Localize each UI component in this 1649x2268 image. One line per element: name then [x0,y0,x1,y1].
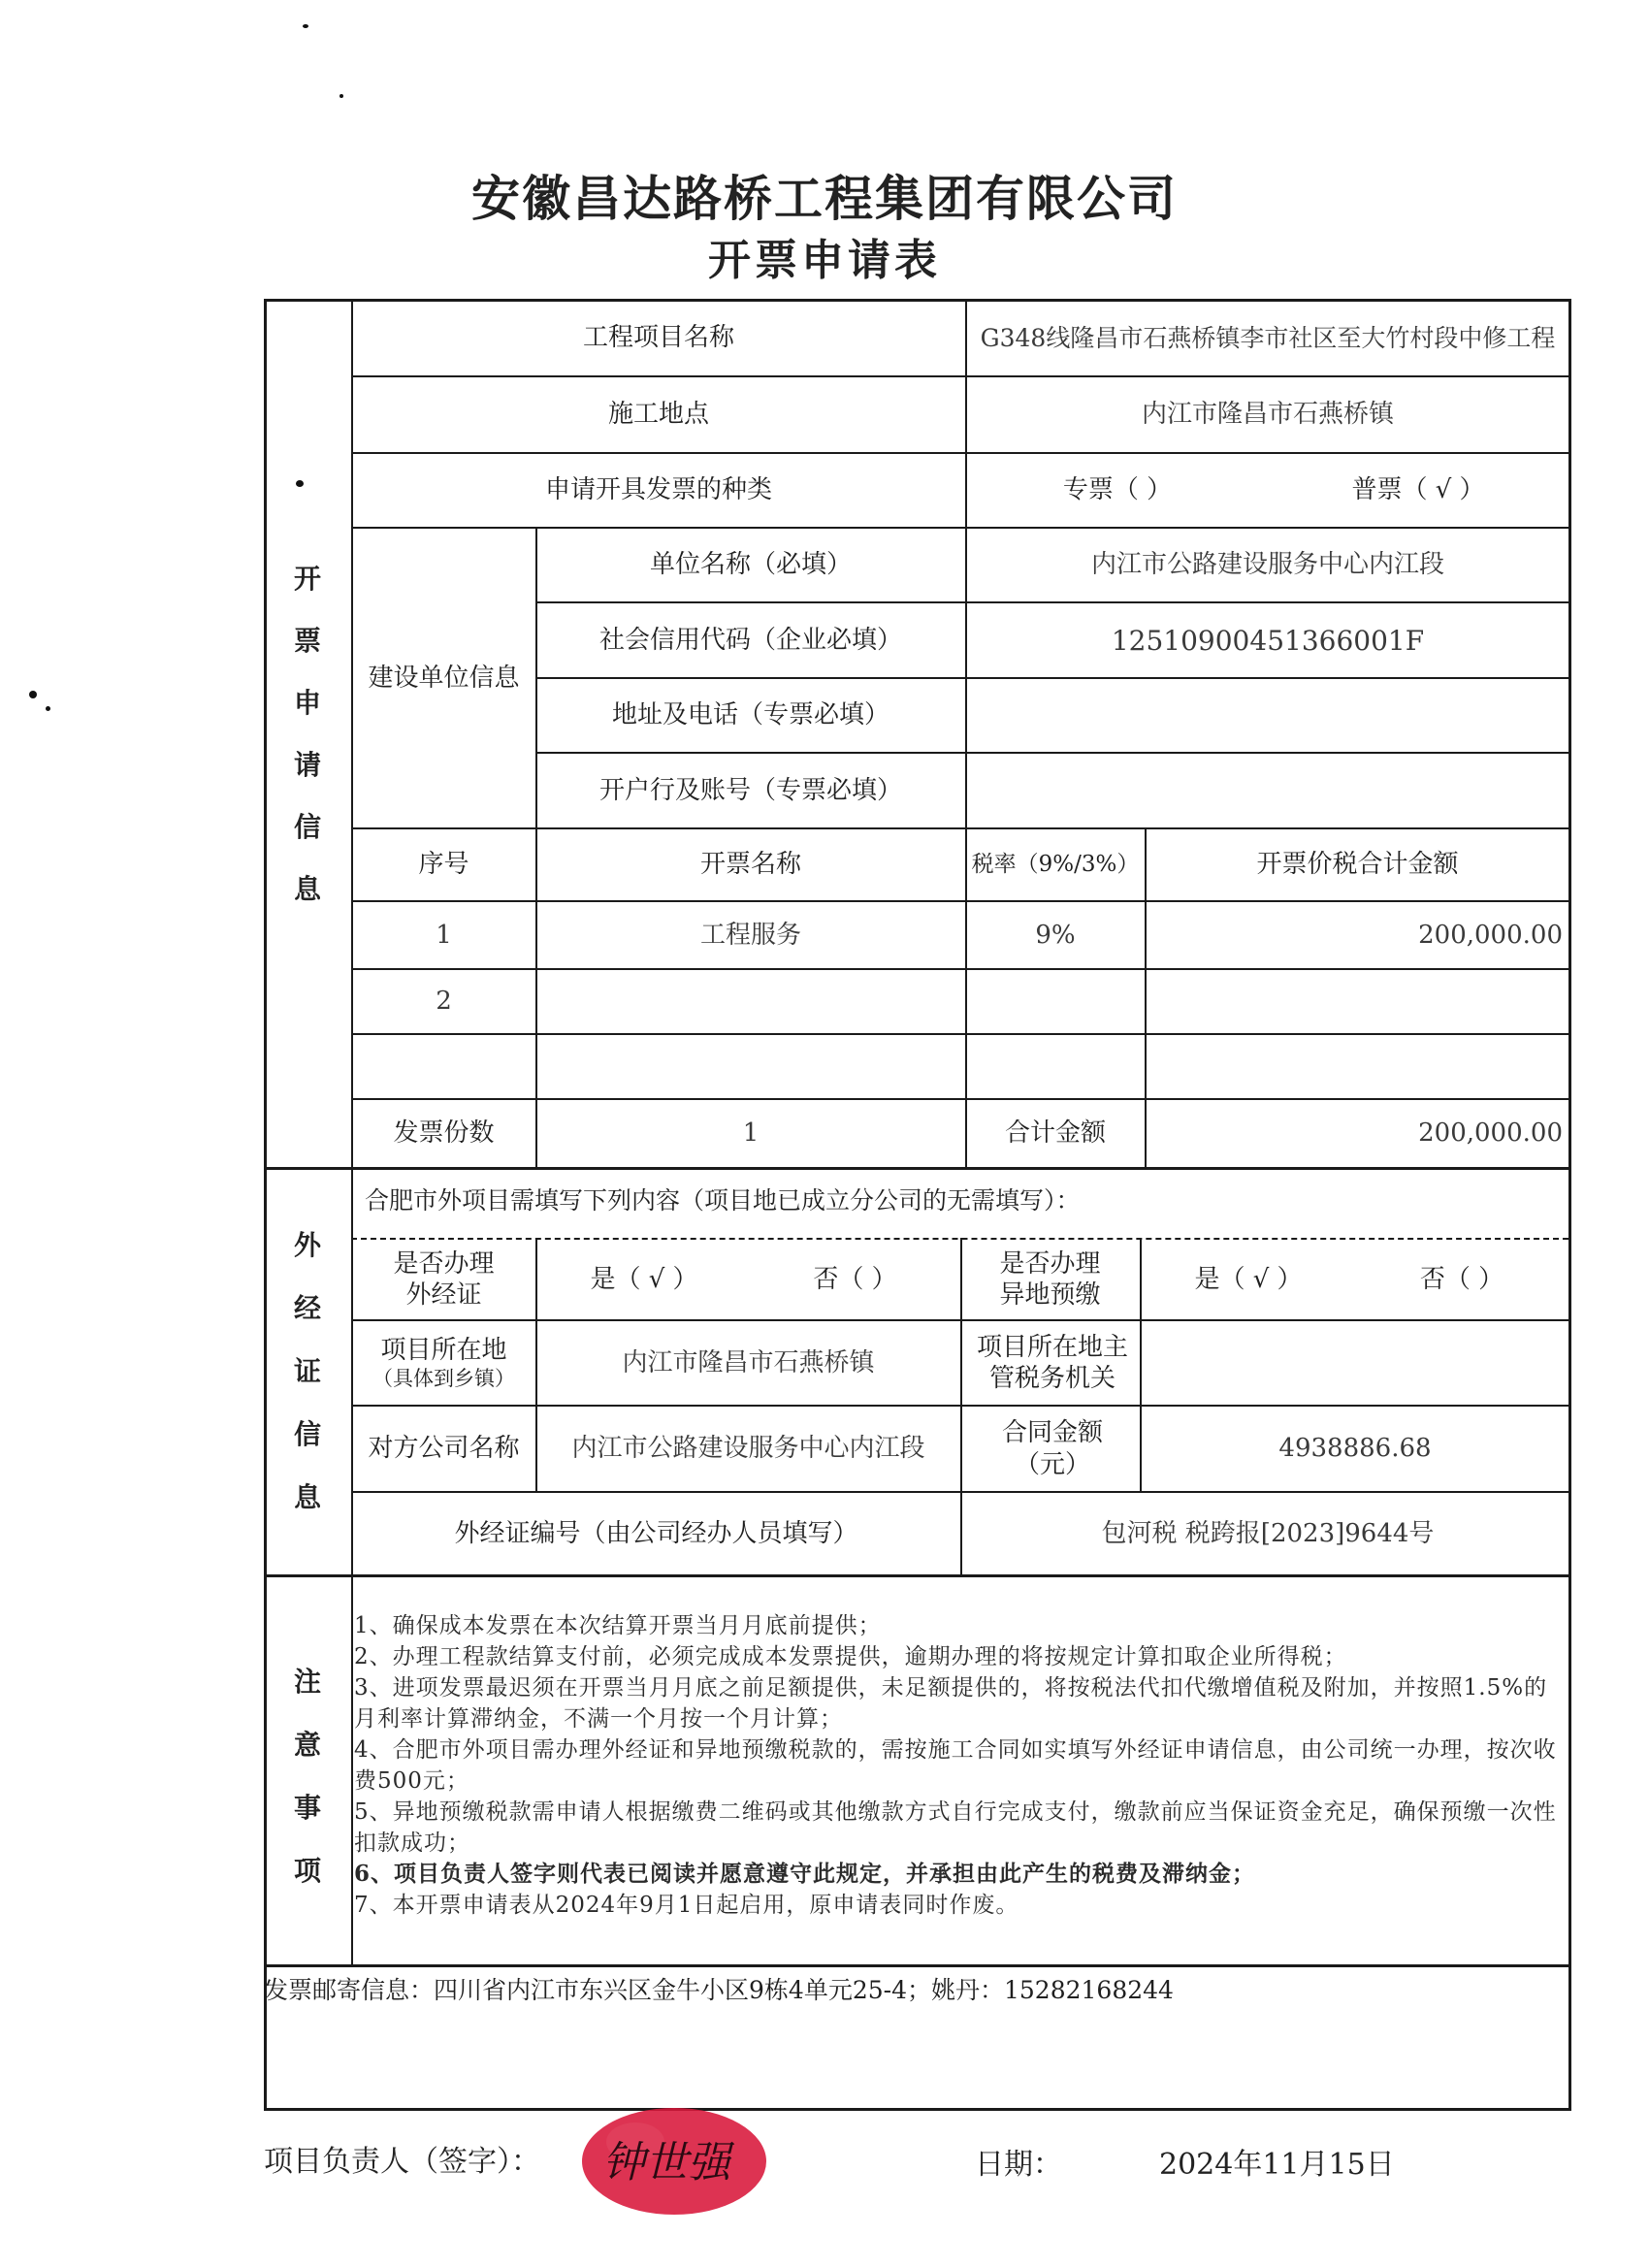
section-label-notes: 注 意 事 项 [293,1666,321,1887]
note-item: 3、进项发票最迟须在开票当月月底之前足额提供，未足额提供的，将按税法代扣代缴增值税及附加，并按照1.5%的月利率计算滞纳金，不满一个月按一个月计算； [354,1675,1548,1732]
scan-speck [303,24,308,28]
address-value [967,679,1568,752]
note-item: 2、办理工程款结算支付前，必须完成成本发票提供，逾期办理的将按规定计算扣取企业所得税； [354,1644,1347,1669]
credit-code-value: 12510900451366001F [1111,624,1425,657]
table-row-3-no [353,1035,534,1098]
project-name-value: G348线隆昌市石燕桥镇李市社区至大竹村段中修工程 [980,323,1556,352]
general-invoice-option: 普票（ √ ） [1351,475,1485,505]
table-row-1-no: 1 [436,920,452,950]
table-row-1-name: 工程服务 [699,920,801,950]
date-value: 2024年11月15日 [1159,2148,1395,2182]
table-row-1-amount: 200,000.00 [1418,920,1563,950]
outbound-instruction: 合肥市外项目需填写下列内容（项目地已成立分公司的无需填写）： [365,1186,1081,1215]
signature-label: 项目负责人（签字）： [264,2145,540,2179]
section-label-invoice-info: 开 票 申 请 信 息 [293,563,321,905]
date-label: 日期： [975,2148,1062,2182]
cert-number-label: 外经证编号（由公司经办人员填写） [454,1518,858,1548]
prepay-question-label: 是否办理异地预缴 [999,1248,1101,1310]
address-label: 地址及电话（专票必填） [611,700,889,730]
cert-no-option: 否（ ） [813,1264,897,1294]
table-row-2-no: 2 [436,987,452,1017]
unit-name-value: 内江市公路建设服务中心内江段 [1090,550,1444,580]
special-invoice-option: 专票（ ） [1062,475,1173,505]
form-title: 开票申请表 [708,236,941,285]
prepay-yes-option: 是（ √ ） [1194,1264,1303,1294]
scan-speck [46,706,50,711]
notes-list [354,1610,1557,1921]
company-title: 安徽昌达路桥工程集团有限公司 [471,171,1178,227]
note-item: 4、合肥市外项目需办理外经证和异地预缴税款的，需按施工合同如实填写外经证申请信息，由公司统一办理，按次收费500元； [354,1737,1557,1794]
invoice-type-label: 申请开具发票的种类 [544,475,772,505]
table-row-3-rate [967,1035,1144,1098]
note-item: 5、异地预缴税款需申请人根据缴费二维码或其他缴款方式自行完成支付，缴款前应当保证资金充足，确保预缴一次性扣款成功； [354,1799,1557,1856]
counterparty-value: 内江市公路建设服务中心内江段 [571,1434,925,1464]
contract-amount-value: 4938886.68 [1278,1434,1432,1464]
col-header-rate: 税率（9%/3%） [971,852,1140,878]
scan-speck [29,691,37,698]
table-row-1-rate: 9% [1035,920,1076,950]
scan-speck [340,94,343,98]
col-header-name: 开票名称 [699,850,801,880]
total-amount-label: 合计金额 [1004,1118,1106,1149]
site-label: 施工地点 [607,400,709,430]
site-value: 内江市隆昌市石燕桥镇 [1141,400,1394,430]
cert-number-value: 包河税 税跨报[2023]9644号 [1101,1518,1435,1548]
counterparty-label: 对方公司名称 [368,1434,520,1464]
table-row-2-amount [1147,970,1568,1033]
section-label-outbound-cert: 外 经 证 信 息 [293,1229,321,1513]
note-item: 7、本开票申请表从2024年9月1日起启用，原申请表同时作废。 [354,1893,1019,1918]
tax-authority-value [1142,1321,1568,1405]
bank-value [967,754,1568,827]
cert-question-label: 是否办理外经证 [393,1248,495,1310]
note-item: 1、确保成本发票在本次结算开票当月月底前提供； [354,1613,882,1638]
scan-speck [296,480,304,487]
col-header-no: 序号 [418,850,469,880]
location-value: 内江市隆昌市石燕桥镇 [622,1347,875,1377]
project-name-label: 工程项目名称 [582,323,734,353]
total-amount-value: 200,000.00 [1418,1118,1563,1149]
signature-stamp [577,2103,771,2219]
table-row-2-name [537,970,964,1033]
tax-authority-label: 项目所在地主管税务机关 [976,1332,1128,1393]
note-item: 6、项目负责人签字则代表已阅读并愿意遵守此规定，并承担由此产生的税费及滞纳金； [354,1861,1256,1887]
contract-amount-label: 合同金额（元） [1001,1418,1103,1479]
mailing-info: 发票邮寄信息：四川省内江市东兴区金牛小区9栋4单元25-4；姚丹：15282168244 [264,1976,1174,2004]
invoice-count-label: 发票份数 [393,1118,495,1149]
location-label: 项目所在地 （具体到乡镇） [372,1335,515,1391]
prepay-no-option: 否（ ） [1419,1264,1504,1294]
credit-code-label: 社会信用代码（企业必填） [598,625,902,655]
table-row-3-name [537,1035,964,1098]
table-row-2-rate [967,970,1144,1033]
builder-info-label: 建设单位信息 [368,663,520,693]
invoice-count-value: 1 [742,1118,760,1149]
col-header-amount: 开票价税合计金额 [1256,850,1459,880]
cert-yes-option: 是（ √ ） [590,1264,698,1294]
bank-label: 开户行及账号（专票必填） [598,775,902,805]
unit-name-label: 单位名称（必填） [649,550,852,580]
table-row-3-amount [1147,1035,1568,1098]
signature-handwriting: 钟世强 [602,2138,730,2187]
